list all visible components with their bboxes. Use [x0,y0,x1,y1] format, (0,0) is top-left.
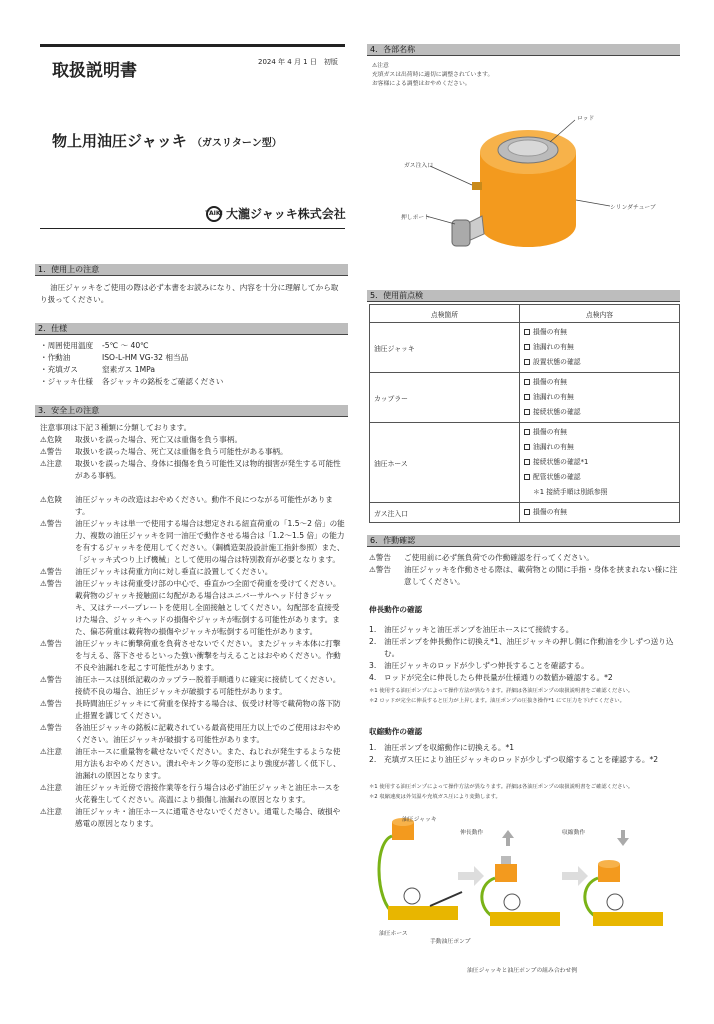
warning-tag: ⚠危険 [40,435,62,444]
inspect-item-text: 油漏れの有無 [533,393,574,401]
arrow-right-icon [458,866,484,886]
warning-text: ご使用前に必ず無負荷での作動確認を行ってください。 [404,553,594,562]
inspect-item [524,355,675,370]
inspect-item [524,440,675,455]
warning-tag: ⚠警告 [369,565,391,574]
safety-text: 油圧ジャッキ近傍で溶接作業等を行う場合は必ず油圧ジャッキと油圧ホースを火花養生してください。高温により損傷し油漏れの原因となります。 [75,783,341,804]
inspection-table [369,304,680,523]
extend-steps [369,624,680,684]
arrow-right-icon [562,866,588,886]
warning-tag: ⚠注意 [40,747,62,756]
inspect-item-text: 損傷の有無 [533,378,567,386]
pump-icon [388,906,458,920]
fig-label-pump: 手動油圧ポンプ [430,939,471,945]
step: 1. 油圧ジャッキと油圧ポンプを油圧ホースにて接続する。 [369,625,574,634]
safety-item [40,782,345,806]
safety-notes [40,422,345,830]
step: 2. 充填ガス圧により油圧ジャッキのロッドが少しずつ収縮することを確認する。*2 [369,755,659,764]
up-arrow-icon [502,830,514,846]
pump-icon [490,912,560,926]
warning-tag: ⚠警告 [40,675,62,684]
inspect-item-text: 損傷の有無 [533,428,567,436]
step-text: 油圧ジャッキと油圧ポンプを油圧ホースにて接続する。 [384,625,574,634]
doc-date: 2024 年 4 月 1 日 初版 [258,58,338,66]
checkbox-icon [524,474,530,480]
label-gas-inlet: ガス注入口 [404,163,433,169]
extend-title: 伸長動作の確認 [369,605,423,614]
fig-caption: 油圧ジャッキと油圧ポンプの組み合わせ例 [467,968,578,974]
table-row [370,503,680,523]
safety-intro: 注意事項は下記３種類に分類しております。 [40,423,192,432]
jack-pump-set-3 [585,830,663,926]
warning-tag: ⚠注意 [40,783,62,792]
retract-notes [369,782,680,802]
warning-tag: ⚠警告 [40,567,62,576]
spec-label: ・ジャッキ仕様 [40,377,94,386]
inspect-items [520,423,680,503]
spec-row [40,352,345,364]
warning-tag: ⚠警告 [40,579,62,588]
step-text: 油圧ポンプを収縮動作に切換える。*1 [384,743,515,752]
section-2-heading: 2．仕様 [35,323,348,335]
inspect-item-text: 損傷の有無 [533,328,567,336]
step: 1. 油圧ポンプを収縮動作に切換える。*1 [369,743,515,752]
table-row [370,423,680,503]
inspect-items [520,373,680,423]
gas-valve [472,182,482,190]
safety-text: 油圧ホースに重量物を載せないでください。また、ねじれが発生するような使用方法もおやめください。潰れやキンク等の変形により強度が著しく低下し、油漏れの原因となります。 [75,747,341,780]
inspect-item [524,325,675,340]
checkbox-icon [524,329,530,335]
safety-text: 油圧ジャッキは荷重受け部の中心で、垂直かつ全面で荷重を受けてください。載荷物のジャッキ接触面に勾配がある場合はユニバーサルヘッド付きジャッキ、又はテーパープレートを使用し全面接触としてください。勾配部を直接受けた場合、ジャッキヘッドの損傷やジャッキが転倒する可能性があります。また、偏芯荷重は載荷物の損傷やジャッキが転倒する可能性があります。 [75,579,341,636]
company-logo [206,205,346,222]
leader-line [576,200,610,206]
doc-title: 取扱説明書 [52,61,137,81]
checkbox-icon [524,394,530,400]
warning-tag: ⚠注意 [40,459,62,468]
header-divider [40,228,345,229]
inspect-item [524,390,675,405]
safety-item [40,698,345,722]
jack-pump-figure [370,812,680,952]
spec-label: ・周囲使用温度 [40,341,94,350]
step-text: ロッドが完全に伸長したら伸長量が仕様通りの数値か確認する。*2 [384,673,613,682]
checkbox-icon [524,344,530,350]
safety-text: 油圧ジャッキに衝撃荷重を負荷させないでください。またジャッキ本体に打撃を与える、落下させるといった強い衝撃を与えることはおやめください。作動不良や油漏れを起こす可能性があります。 [75,639,341,672]
fig-label-hose: 油圧ホース [379,931,408,937]
label-cylinder-tube: シリンダチューブ [610,205,656,211]
step: 2. 油圧ポンプを伸長動作に切換え*1、油圧ジャッキの押し側に作動油を少しずつ送り込む。 [369,636,680,660]
leader-line [426,216,455,224]
inspect-place: カップラー [370,373,520,423]
safety-text: 油圧ジャッキは単一で使用する場合は想定される紐直荷重の「1.5～2 倍」の能力、複数の油圧ジャッキを同一油圧で動作させる場合は「1.2～1.5 倍」の能力を有するジャッキを使用してください。（鋼橋造架設設計施工指針参照）また、「ジャッキ式つり上げ機械」として使用の場合は特別教育が必要となります。 [75,519,345,564]
class-text: 取扱いを誤った場合、死亡又は重傷を負う事柄。 [75,435,243,444]
section-1-heading: 1．使用上の注意 [35,264,348,276]
checkbox-icon [524,359,530,365]
note-line: お客様による調整はおやめください。 [372,81,471,87]
gauge-icon [404,888,420,904]
inspect-item [524,340,675,355]
spec-row [40,364,345,376]
inspect-item-text: 油漏れの有無 [533,443,574,451]
safety-text: 油圧ジャッキ・油圧ホースに通電させないでください。通電した場合、破損や感電の原因となります。 [75,807,341,828]
inspect-place: ガス注入口 [370,503,520,523]
operation-warnings [369,552,680,588]
safety-item [40,638,345,674]
section-5-heading: 5．使用前点検 [367,290,680,302]
jack-parts-diagram [400,110,680,280]
col-header-place: 点検箇所 [370,305,520,323]
safety-item [40,722,345,746]
section-3-heading: 3．安全上の注意 [35,405,348,417]
inspect-item [524,405,675,420]
checkbox-icon [524,459,530,465]
safety-text: 油圧ジャッキの改造はおやめください。動作不良につながる可能性があります。 [75,495,333,516]
fig-label-extend: 伸長動作 [460,830,484,836]
spec-value: ISO-L-HM VG-32 相当品 [102,353,189,362]
warning-tag: ⚠注意 [40,807,62,816]
spec-value: 窒素ガス 1MPa [102,365,156,374]
title-rule [40,44,345,47]
warning-text: 油圧ジャッキを作動させる際は、載荷物との間に手指・身体を挟まれない様に注意してください。 [404,565,678,586]
inspect-item-text: 設置状態の確認 [533,358,581,366]
gauge-icon [607,894,623,910]
warning-row [369,564,680,588]
down-arrow-icon [617,830,629,846]
footnote: ＊1 使用する油圧ポンプによって操作方法が異なります。詳細は各油圧ポンプの取扱説明書をご確認ください。 [369,688,634,694]
parts-note [372,62,493,89]
fig-label-retract: 収縮動作 [562,830,586,836]
retract-title: 収縮動作の確認 [369,727,423,736]
step-text: 油圧ジャッキのロッドが少しずつ伸長することを確認する。 [384,661,589,670]
inspect-item-text: 配管状態の確認 [533,473,581,481]
table-row [370,323,680,373]
spec-list [40,340,345,388]
warning-tag: ⚠警告 [369,553,391,562]
hose-icon [482,878,495,916]
class-row [40,434,345,446]
jack-icon [495,864,517,882]
note-tag: ⚠注意 [372,63,389,69]
leader-line [430,166,472,185]
step: 3. 油圧ジャッキのロッドが少しずつ伸長することを確認する。 [369,661,589,670]
footnote: ＊2 ロッドが完全に伸長すると圧力が上昇します。油圧ポンプの圧抜き操作*1 にて圧力を下げてください。 [369,698,625,704]
section-1-text: 油圧ジャッキをご使用の際は必ず本書をお読みになり、内容を十分に理解してから取り扱ってください。 [40,283,339,304]
pump-icon [593,912,663,926]
inspect-place: 油圧ホース [370,423,520,503]
footnote: ＊2 収縮速度は外気温や充填ガス圧により変動します。 [369,794,501,800]
label-rod: ロッド [577,116,595,122]
company-name: 大瀧ジャッキ株式会社 [226,207,346,221]
inspect-item-text: 油漏れの有無 [533,343,574,351]
checkbox-icon [524,429,530,435]
jack-pump-set-2 [482,830,560,926]
step-text: 充填ガス圧により油圧ジャッキのロッドが少しずつ収縮することを確認する。*2 [384,755,659,764]
warning-tag: ⚠危険 [40,495,62,504]
safety-item [40,674,345,698]
label-push-port: 押しポート [401,215,430,221]
inspect-item-text: 損傷の有無 [533,508,567,516]
inspect-items [520,323,680,373]
spec-row [40,376,345,388]
gauge-icon [504,894,520,910]
rod-face [508,140,548,156]
spec-row [40,340,345,352]
inspect-item [524,505,675,520]
inspect-note: ＊1 接続手順は別紙参照 [533,488,608,496]
jack-pump-set-1 [379,818,462,920]
safety-item [40,518,345,566]
product-name: 物上用油圧ジャッキ [52,132,187,150]
checkbox-icon [524,409,530,415]
inspect-place: 油圧ジャッキ [370,323,520,373]
retract-steps [369,742,680,766]
inspect-item [524,375,675,390]
product-subtitle: （ガスリターン型） [191,138,282,149]
inspect-item-text: 接続状態の確認 [533,408,581,416]
checkbox-icon [524,509,530,515]
spec-label: ・作動油 [40,353,71,362]
safety-text: 長時間油圧ジャッキにて荷重を保持する場合は、仮受け材等で載荷物の落下防止措置を講じてください。 [75,699,341,720]
inspect-item [524,425,675,440]
pump-lever [430,892,462,906]
checkbox-icon [524,444,530,450]
section-4-heading: 4．各部名称 [367,44,680,56]
logo-mark-icon: TAIKI [206,206,222,222]
class-text: 取扱いを誤った場合、身体に損傷を負う可能性又は物的損害が発生する可能性がある事柄。 [75,459,341,480]
safety-item [40,746,345,782]
step-text: 油圧ポンプを伸長動作に切換え*1、油圧ジャッキの押し側に作動油を少しずつ送り込む。 [384,637,674,658]
table-header-row [370,305,680,323]
safety-item [40,578,345,638]
class-text: 取扱いを誤った場合、死亡又は重傷を負う可能性がある事柄。 [75,447,288,456]
spec-value: 各ジャッキの銘板をご確認ください [102,377,224,386]
warning-tag: ⚠警告 [40,723,62,732]
safety-item [40,566,345,578]
warning-tag: ⚠警告 [40,519,62,528]
note-line: 充填ガスは出荷時に適切に調整されています。 [372,72,494,78]
safety-item [40,806,345,830]
fig-label-jack: 油圧ジャッキ [402,817,437,823]
spec-value: -5℃ ～ 40℃ [102,341,149,350]
warning-row [369,552,680,564]
safety-text: 油圧ホースは別紙記載のカップラー脱着手順通りに確実に接続してください。接続不良の場合、油圧ジャッキが破損する可能性があります。 [75,675,341,696]
col-header-items: 点検内容 [520,305,680,323]
safety-text: 各油圧ジャッキの銘板に記載されている最高使用圧力以上でのご使用はおやめください。油圧ジャッキが破損する可能性があります。 [75,723,341,744]
inspect-item [524,470,675,485]
inspect-item [524,455,675,470]
spec-label: ・充填ガス [40,365,78,374]
step: 4. ロッドが完全に伸長したら伸長量が仕様通りの数値か確認する。*2 [369,673,613,682]
checkbox-icon [524,379,530,385]
class-row [40,458,345,482]
footnote: ＊1 使用する油圧ポンプによって操作方法が異なります。詳細は各油圧ポンプの取扱説明書をご確認ください。 [369,784,634,790]
product-title [52,130,282,151]
safety-item [40,494,345,518]
inspect-item-text: 接続状態の確認*1 [533,458,589,466]
extend-notes [369,686,680,706]
safety-text: 油圧ジャッキは荷重方向に対し垂直に設置してください。 [75,567,273,576]
warning-tag: ⚠警告 [40,447,62,456]
class-row [40,446,345,458]
warning-tag: ⚠警告 [40,639,62,648]
warning-tag: ⚠警告 [40,699,62,708]
inspect-items [520,503,680,523]
hose-icon [379,836,392,910]
hose-icon [585,878,598,916]
table-row [370,373,680,423]
section-6-heading: 6．作動確認 [367,535,680,547]
